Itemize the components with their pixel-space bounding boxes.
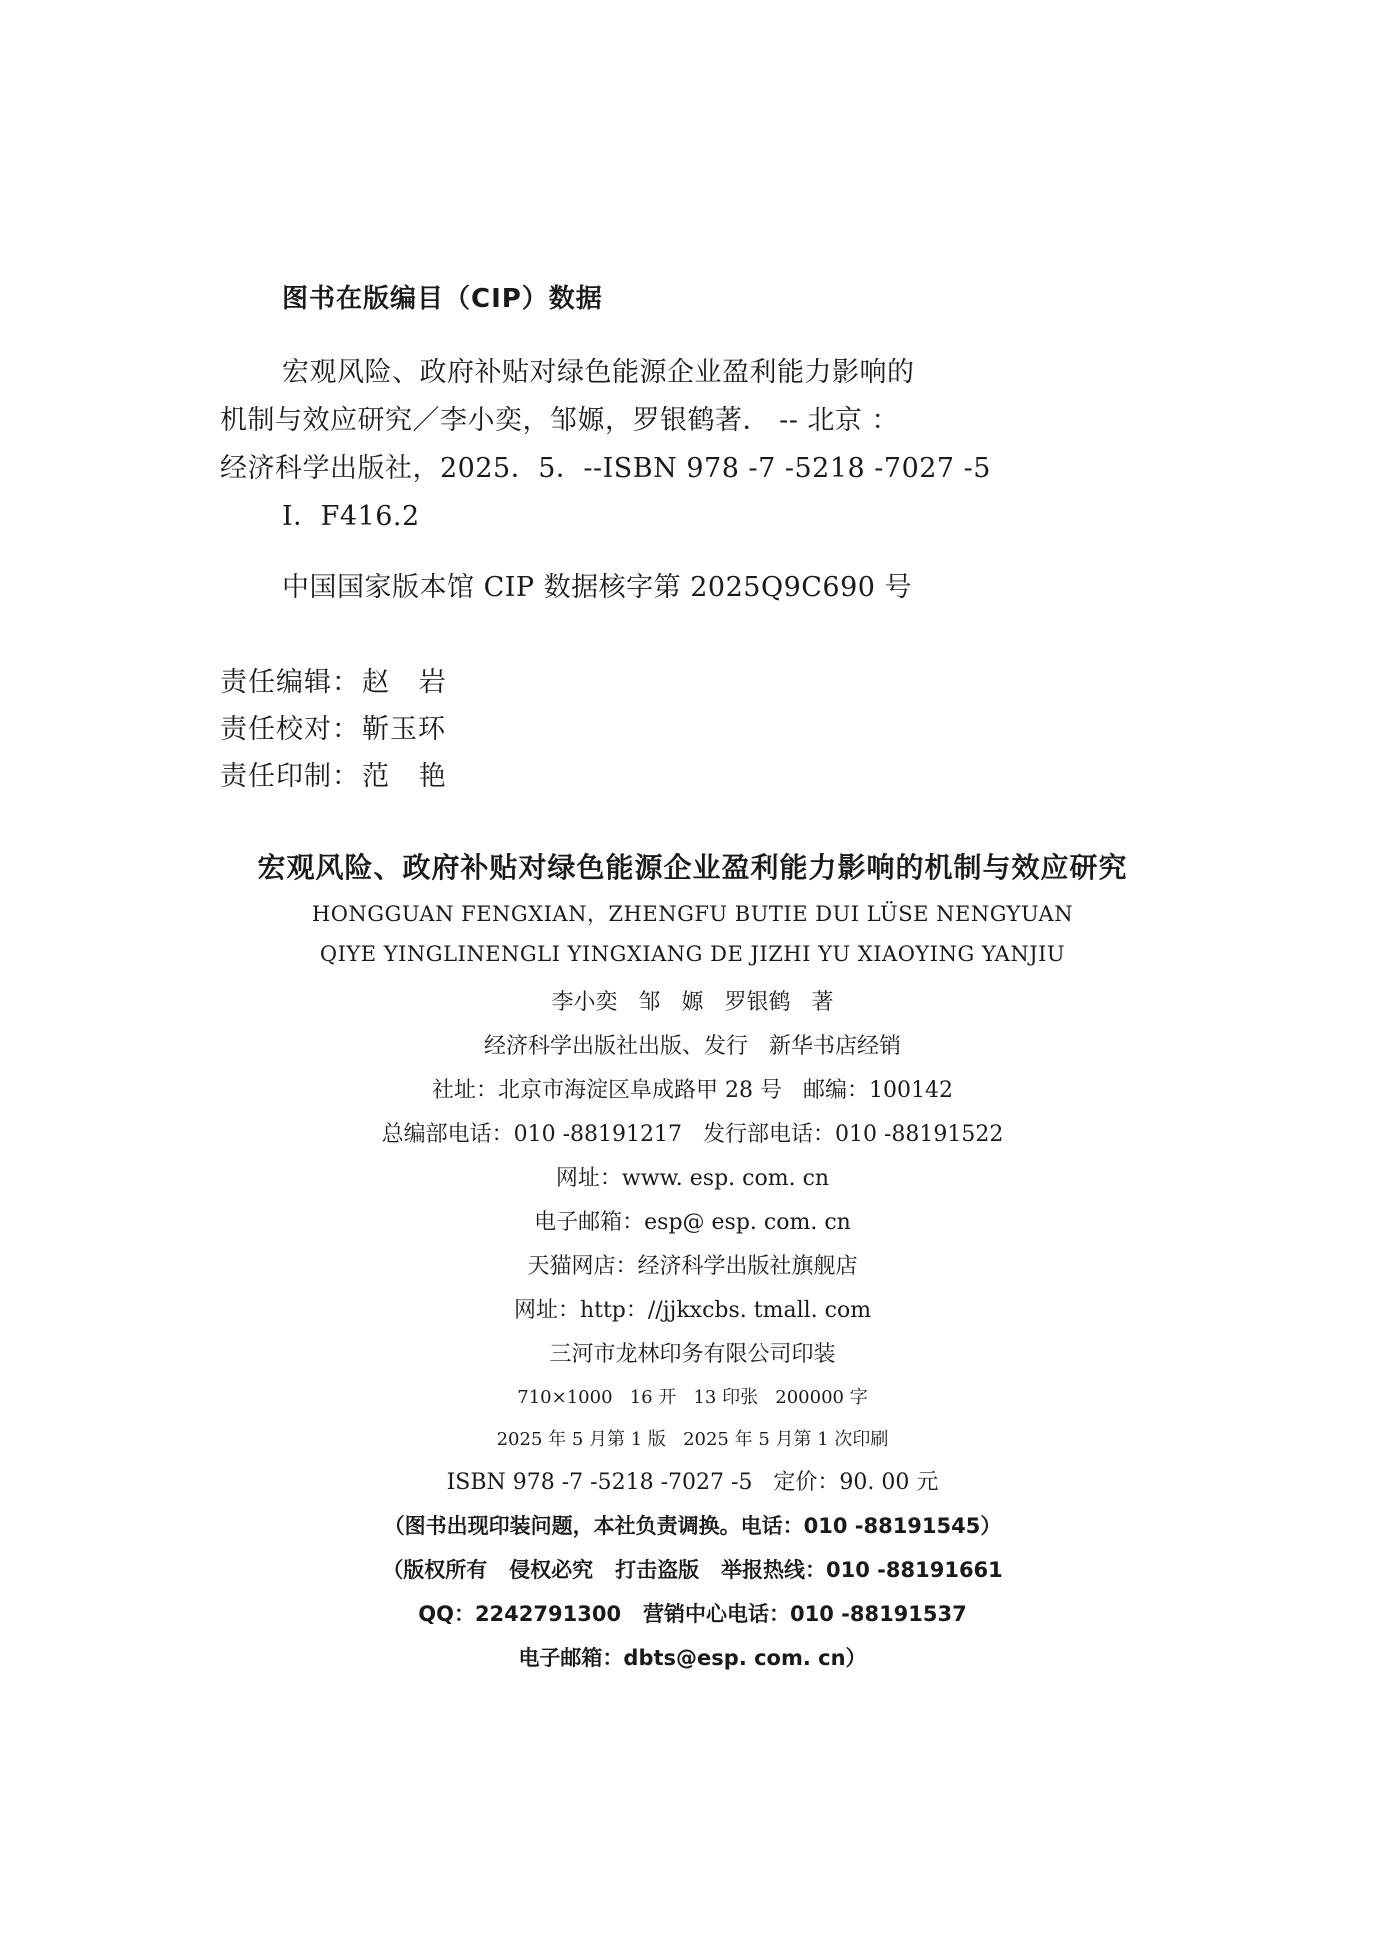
staff-editor [220,660,447,699]
cip-line-2: 机制与效应研究／李小奕，邹嫄，罗银鹤著． -- 北京 ： [220,405,899,436]
notice-email: 电子邮箱：dbts@esp. com. cn） [518,1646,867,1670]
staff-value: 范 艳 [362,761,447,792]
cip-line-1: 宏观风险、政府补贴对绿色能源企业盈利能力影响的 [282,357,915,388]
isbn-price: ISBN 978 -7 -5218 -7027 -5 定价：90. 00 元 [446,1470,939,1495]
staff-proofreader [220,707,446,746]
cip-verify-number: 中国国家版本馆 CIP 数据核字第 2025Q9C690 号 [282,572,913,603]
notice-copyright: （版权所有 侵权必究 打击盗版 举报热线：010 -88191661 [382,1558,1003,1582]
staff-label: 责任印制： [220,761,360,792]
tmall-url: 网址：http：//jjkxcbs. tmall. com [513,1298,872,1323]
authors: 李小奕 邹 嫄 罗银鹤 著 [551,990,834,1015]
notice-contact: QQ：2242791300 营销中心电话：010 -88191537 [418,1602,967,1626]
staff-printing [220,754,447,793]
notice-replacement: （图书出现印装问题，本社负责调换。电话：010 -88191545） [383,1514,1002,1538]
cip-line-4: Ⅰ．F416.2 [282,501,420,532]
tmall-store: 天猫网店：经济科学出版社旗舰店 [527,1254,858,1279]
publisher-website: 网址：www. esp. com. cn [555,1166,830,1191]
title-pinyin-2: QIYE YINGLINENGLI YINGXIANG DE JIZHI YU XIAOYING YANJIU [319,942,1066,966]
publisher-email: 电子邮箱：esp@ esp. com. cn [534,1210,851,1235]
staff-label: 责任编辑： [220,667,360,698]
staff-value: 靳玉环 [362,714,446,745]
printer: 三河市龙林印务有限公司印装 [549,1342,836,1367]
cip-heading: 图书在版编目（CIP）数据 [282,284,603,314]
book-title: 宏观风险、政府补贴对绿色能源企业盈利能力影响的机制与效应研究 [257,851,1128,884]
title-pinyin-1: HONGGUAN FENGXIAN，ZHENGFU BUTIE DUI LÜSE NENGYUAN [311,902,1074,926]
cip-line-3: 经济科学出版社，2025．5．--ISBN 978 -7 -5218 -7027 -5 [220,453,991,484]
staff-value: 赵 岩 [362,667,447,698]
publisher-phones: 总编部电话：010 -88191217 发行部电话：010 -88191522 [381,1122,1004,1147]
publisher-address: 社址：北京市海淀区阜成路甲 28 号 邮编：100142 [432,1078,953,1103]
book-format: 710×1000 16 开 13 印张 200000 字 [517,1387,868,1408]
publisher: 经济科学出版社出版、发行 新华书店经销 [484,1034,901,1059]
staff-label: 责任校对： [220,714,360,745]
edition-info: 2025 年 5 月第 1 版 2025 年 5 月第 1 次印刷 [496,1429,889,1450]
